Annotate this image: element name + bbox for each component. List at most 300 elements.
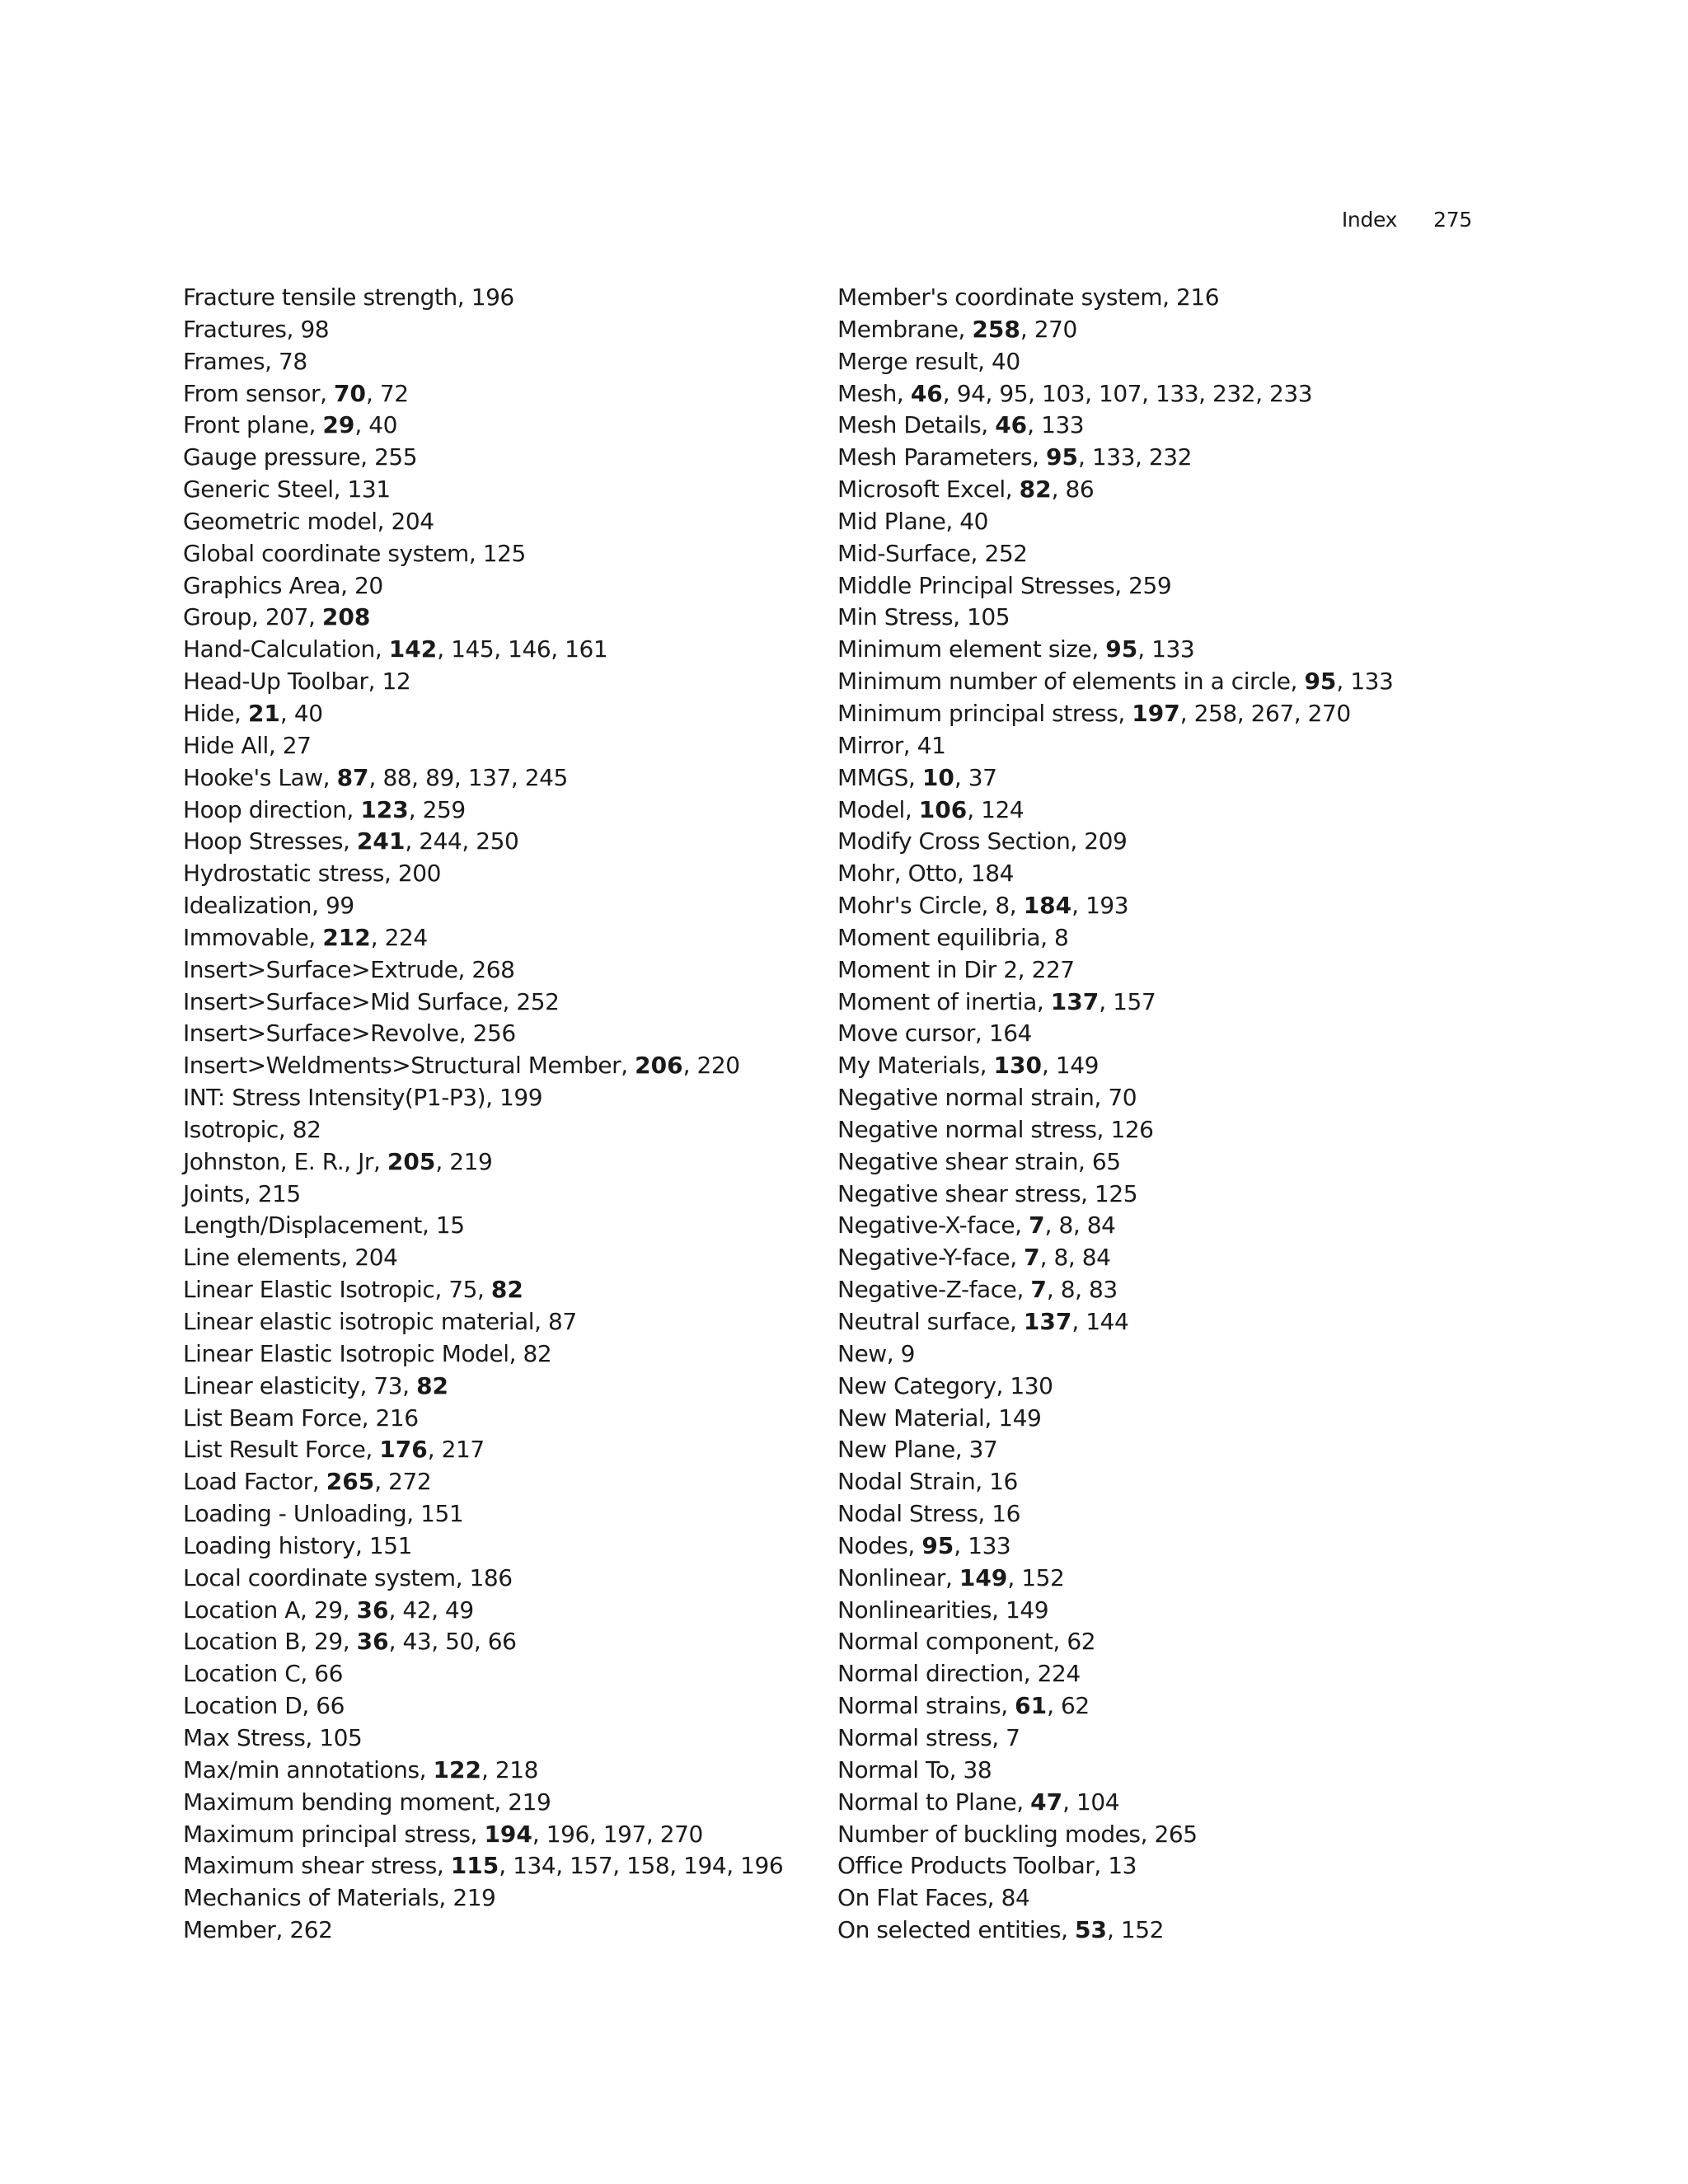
page-ref: 8 <box>1060 1276 1076 1304</box>
index-entry: Insert>Surface>Extrude, 268 <box>183 955 515 983</box>
page-ref: 262 <box>289 1916 333 1944</box>
page-ref: 133 <box>1041 411 1085 439</box>
page-ref: 7 <box>1006 1723 1020 1751</box>
index-term: Linear Elastic Isotropic Model <box>183 1339 509 1367</box>
index-entry: Moment of inertia, 137, 157 <box>837 987 1156 1015</box>
index-term: Normal direction <box>837 1660 1024 1688</box>
index-entry: Number of buckling modes, 265 <box>837 1820 1198 1848</box>
index-term: New Plane <box>837 1436 955 1464</box>
page-ref: 250 <box>476 827 519 855</box>
page-ref: 245 <box>524 763 568 791</box>
index-term: Insert>Surface>Mid Surface <box>183 987 503 1015</box>
index-term: Minimum number of elements in a circle <box>837 668 1291 696</box>
index-term: Hooke's Law <box>183 763 323 791</box>
index-entry: Nodal Strain, 16 <box>837 1468 1018 1496</box>
index-entry: My Materials, 130, 149 <box>837 1052 1099 1080</box>
index-term: Merge result <box>837 347 978 375</box>
index-entry: Negative shear stress, 125 <box>837 1179 1138 1207</box>
index-entry: Mirror, 41 <box>837 731 946 759</box>
page-ref: 151 <box>368 1531 412 1559</box>
index-entry: Load Factor, 265, 272 <box>183 1468 432 1496</box>
page-ref: 62 <box>1061 1692 1090 1720</box>
page-ref-primary: 87 <box>336 763 369 791</box>
page-ref: 13 <box>1108 1852 1137 1880</box>
page-ref: 12 <box>382 668 411 696</box>
page-ref: 145 <box>451 635 495 663</box>
page-ref-primary: 122 <box>433 1755 481 1783</box>
page-ref: 270 <box>659 1820 703 1848</box>
index-term: Mid Plane <box>837 507 946 535</box>
page-ref: 40 <box>992 347 1020 375</box>
page-ref-primary: 82 <box>490 1276 523 1304</box>
index-term: Graphics Area <box>183 571 341 599</box>
page-ref-primary: 36 <box>356 1628 389 1656</box>
index-term: Mohr's Circle <box>837 892 982 920</box>
page-ref: 15 <box>435 1212 465 1240</box>
index-entry: Model, 106, 124 <box>837 795 1025 823</box>
index-entry: Gauge pressure, 255 <box>183 443 418 471</box>
page-ref: 50 <box>445 1628 474 1656</box>
index-term: Generic Steel <box>183 476 334 504</box>
page-ref: 9 <box>900 1339 916 1367</box>
page-ref: 98 <box>300 315 330 343</box>
page-ref: 40 <box>368 411 397 439</box>
page-ref: 65 <box>1091 1147 1121 1175</box>
index-term: Maximum bending moment <box>183 1788 495 1816</box>
page-ref: 196 <box>740 1852 784 1880</box>
index-term: List Result Force <box>183 1436 366 1464</box>
index-term: Maximum shear stress <box>183 1852 437 1880</box>
page-ref: 134 <box>513 1852 556 1880</box>
page-ref-primary: 46 <box>910 379 943 407</box>
index-entry: Neutral surface, 137, 144 <box>837 1308 1129 1335</box>
page-ref-primary: 61 <box>1015 1692 1048 1720</box>
index-entry: Group, 207, 208 <box>183 603 371 631</box>
page-ref: 149 <box>998 1404 1042 1432</box>
index-term: Normal stress <box>837 1723 992 1751</box>
page-ref: 72 <box>379 379 409 407</box>
page-ref: 8 <box>1053 1244 1068 1272</box>
page-ref: 270 <box>1034 315 1077 343</box>
page-ref-primary: 46 <box>995 411 1028 439</box>
page-ref: 84 <box>1081 1244 1111 1272</box>
page-ref-primary: 21 <box>247 699 280 727</box>
index-term: New Category <box>837 1371 996 1399</box>
page-ref: 130 <box>1010 1371 1053 1399</box>
index-entry: Location B, 29, 36, 43, 50, 66 <box>183 1628 517 1656</box>
index-entry: Mid-Surface, 252 <box>837 539 1028 567</box>
index-term: Moment of inertia <box>837 987 1037 1015</box>
page-ref: 8 <box>995 892 1010 920</box>
page-ref-primary: 142 <box>388 635 438 663</box>
page-ref: 219 <box>508 1788 551 1816</box>
index-term: Negative-Y-face <box>837 1244 1010 1272</box>
index-term: Linear elasticity <box>183 1371 360 1399</box>
index-entry: Member's coordinate system, 216 <box>837 284 1220 311</box>
index-entry: Location C, 66 <box>183 1660 344 1688</box>
page-ref: 8 <box>1058 1212 1073 1240</box>
index-entry: Normal to Plane, 47, 104 <box>837 1788 1120 1816</box>
page-ref-primary: 95 <box>1304 668 1337 696</box>
index-term: New <box>837 1339 887 1367</box>
page-ref-primary: 137 <box>1023 1308 1072 1335</box>
index-term: Location B <box>183 1628 301 1656</box>
index-term: Max Stress <box>183 1723 306 1751</box>
index-entry: Hide All, 27 <box>183 731 312 759</box>
page-ref: 149 <box>1055 1052 1099 1080</box>
page-ref: 184 <box>970 860 1014 888</box>
index-entry: Negative-Y-face, 7, 8, 84 <box>837 1244 1111 1272</box>
index-entry: Hydrostatic stress, 200 <box>183 860 441 888</box>
page-ref: 227 <box>1031 955 1075 983</box>
index-entry: Mohr's Circle, 8, 184, 193 <box>837 892 1129 920</box>
index-entry: Modify Cross Section, 209 <box>837 827 1128 855</box>
index-term: Normal strains <box>837 1692 1001 1720</box>
index-term: Length/Displacement <box>183 1212 422 1240</box>
index-term: Mesh Details <box>837 411 982 439</box>
index-entry: Negative normal stress, 126 <box>837 1115 1154 1143</box>
index-entry: Isotropic, 82 <box>183 1115 321 1143</box>
page-ref: 194 <box>683 1852 727 1880</box>
index-entry: New Material, 149 <box>837 1404 1042 1432</box>
page-ref: 133 <box>1350 668 1394 696</box>
index-entry: Global coordinate system, 125 <box>183 539 526 567</box>
index-term: Frames <box>183 347 265 375</box>
page-ref: 216 <box>375 1404 419 1432</box>
index-term: Idealization <box>183 892 312 920</box>
index-entry: From sensor, 70, 72 <box>183 379 409 407</box>
page-ref: 218 <box>495 1755 538 1783</box>
index-entry: Geometric model, 204 <box>183 507 434 535</box>
index-entry: Local coordinate system, 186 <box>183 1563 513 1591</box>
index-entry: Hoop direction, 123, 259 <box>183 795 466 823</box>
page-ref: 133 <box>1151 635 1195 663</box>
index-entry: Maximum bending moment, 219 <box>183 1788 551 1816</box>
page-ref-primary: 115 <box>450 1852 499 1880</box>
index-term: Immovable <box>183 923 309 951</box>
index-term: Neutral surface <box>837 1308 1010 1335</box>
index-entry: Fracture tensile strength, 196 <box>183 284 514 311</box>
index-term: Normal To <box>837 1755 950 1783</box>
index-term: Maximum principal stress <box>183 1820 471 1848</box>
index-entry: New, 9 <box>837 1339 916 1367</box>
page-ref: 42 <box>402 1596 432 1624</box>
page-ref-primary: 123 <box>360 795 409 823</box>
index-term: Location C <box>183 1660 301 1688</box>
page-ref: 82 <box>523 1339 552 1367</box>
page-ref: 199 <box>499 1084 543 1112</box>
page-ref: 152 <box>1120 1916 1164 1944</box>
index-entry: New Plane, 37 <box>837 1436 998 1464</box>
page-ref: 29 <box>313 1596 343 1624</box>
page-ref-primary: 70 <box>334 379 366 407</box>
page-ref-primary: 265 <box>326 1468 375 1496</box>
page-ref: 38 <box>963 1755 992 1783</box>
index-term: Group <box>183 603 251 631</box>
page-ref: 244 <box>419 827 462 855</box>
index-entry: Front plane, 29, 40 <box>183 411 397 439</box>
page-ref: 41 <box>917 731 946 759</box>
index-entry: Moment in Dir 2, 227 <box>837 955 1075 983</box>
page-ref: 270 <box>1307 699 1351 727</box>
index-entry: Normal stress, 7 <box>837 1723 1020 1751</box>
index-entry: Middle Principal Stresses, 259 <box>837 571 1172 599</box>
page-ref: 20 <box>354 571 383 599</box>
index-term: Linear elastic isotropic material <box>183 1308 535 1335</box>
index-entry: Normal direction, 224 <box>837 1660 1081 1688</box>
index-term: Hand-Calculation <box>183 635 375 663</box>
index-term: Negative normal stress <box>837 1115 1097 1143</box>
page-ref: 131 <box>347 476 391 504</box>
index-term: Location A <box>183 1596 300 1624</box>
running-header <box>1342 208 1472 232</box>
index-entry: Normal To, 38 <box>837 1755 992 1783</box>
page-ref: 186 <box>469 1563 513 1591</box>
page-ref-primary: 82 <box>416 1371 449 1399</box>
page-ref: 84 <box>1001 1884 1030 1912</box>
page-ref: 196 <box>471 284 514 311</box>
index-term: MMGS <box>837 763 908 791</box>
index-term: Hydrostatic stress <box>183 860 384 888</box>
page-ref: 220 <box>696 1052 740 1080</box>
index-entry: Fractures, 98 <box>183 315 330 343</box>
page-ref-primary: 7 <box>1024 1244 1040 1272</box>
page-ref: 99 <box>325 892 354 920</box>
page-ref: 37 <box>968 1436 998 1464</box>
index-term: Nodal Strain <box>837 1468 976 1496</box>
page-ref: 70 <box>1108 1084 1137 1112</box>
page-ref: 66 <box>316 1692 345 1720</box>
page-ref-primary: 208 <box>321 603 371 631</box>
page-ref-primary: 36 <box>356 1596 389 1624</box>
page-ref: 49 <box>445 1596 474 1624</box>
index-entry: Normal component, 62 <box>837 1628 1096 1656</box>
page-ref: 224 <box>384 923 428 951</box>
index-term: Gauge pressure <box>183 443 361 471</box>
page-ref: 272 <box>388 1468 432 1496</box>
index-entry: Immovable, 212, 224 <box>183 923 428 951</box>
page-ref: 157 <box>1113 987 1156 1015</box>
index-entry: Negative-X-face, 7, 8, 84 <box>837 1212 1116 1240</box>
index-entry: Mohr, Otto, 184 <box>837 860 1014 888</box>
index-entry: Hide, 21, 40 <box>183 699 323 727</box>
index-term: Member's coordinate system <box>837 284 1163 311</box>
index-entry: Head-Up Toolbar, 12 <box>183 668 411 696</box>
index-term: From sensor <box>183 379 321 407</box>
index-term: Hide <box>183 699 235 727</box>
index-term: Nonlinearities <box>837 1596 992 1624</box>
index-term: Min Stress <box>837 603 954 631</box>
index-term: Nodal Stress <box>837 1500 978 1528</box>
index-entry: Moment equilibria, 8 <box>837 923 1069 951</box>
page-ref: 133 <box>968 1531 1011 1559</box>
index-entry: New Category, 130 <box>837 1371 1053 1399</box>
page-ref: 164 <box>988 1019 1032 1047</box>
index-term: Insert>Surface>Extrude <box>183 955 458 983</box>
index-term: Model <box>837 795 905 823</box>
index-term: Negative-Z-face <box>837 1276 1017 1304</box>
index-entry: Minimum element size, 95, 133 <box>837 635 1195 663</box>
page-ref: 267 <box>1250 699 1294 727</box>
index-term: Fractures <box>183 315 287 343</box>
index-entry: Idealization, 99 <box>183 892 354 920</box>
page-ref-primary: 137 <box>1050 987 1100 1015</box>
page-ref: 157 <box>570 1852 613 1880</box>
index-term: Global coordinate system <box>183 539 469 567</box>
page-ref: 268 <box>471 955 515 983</box>
page-ref-primary: 149 <box>959 1563 1008 1591</box>
index-term: Nodes <box>837 1531 908 1559</box>
index-entry: Merge result, 40 <box>837 347 1020 375</box>
page-ref: 83 <box>1089 1276 1118 1304</box>
page-ref: 252 <box>984 539 1028 567</box>
index-term: Location D <box>183 1692 302 1720</box>
index-entry: Negative-Z-face, 7, 8, 83 <box>837 1276 1118 1304</box>
page-ref-primary: 47 <box>1030 1788 1063 1816</box>
page-ref: 146 <box>508 635 551 663</box>
page-ref: 43 <box>402 1628 432 1656</box>
page-ref-primary: 95 <box>1105 635 1138 663</box>
index-term: Mesh Parameters <box>837 443 1033 471</box>
page-ref: 125 <box>1095 1179 1138 1207</box>
index-entry: Mesh Parameters, 95, 133, 232 <box>837 443 1193 471</box>
page-ref-primary: 184 <box>1023 892 1072 920</box>
page-ref: 66 <box>314 1660 344 1688</box>
index-entry: Hand-Calculation, 142, 145, 146, 161 <box>183 635 608 663</box>
index-entry: Normal strains, 61, 62 <box>837 1692 1090 1720</box>
page-ref: 252 <box>516 987 560 1015</box>
index-term: Mechanics of Materials <box>183 1884 439 1912</box>
page-ref-primary: 53 <box>1075 1916 1107 1944</box>
page-ref-primary: 194 <box>484 1820 532 1848</box>
page-ref-primary: 241 <box>356 827 406 855</box>
index-entry: List Beam Force, 216 <box>183 1404 419 1432</box>
page-ref: 62 <box>1067 1628 1096 1656</box>
index-term: Hide All <box>183 731 269 759</box>
page-ref: 233 <box>1268 379 1313 407</box>
page-ref: 66 <box>487 1628 517 1656</box>
page-ref: 204 <box>391 507 434 535</box>
index-term: On selected entities <box>837 1916 1062 1944</box>
index-entry: Nodal Stress, 16 <box>837 1500 1020 1528</box>
index-entry: Insert>Surface>Mid Surface, 252 <box>183 987 560 1015</box>
index-term: Load Factor <box>183 1468 312 1496</box>
page-ref: 27 <box>282 731 312 759</box>
index-entry: Linear Elastic Isotropic, 75, 82 <box>183 1276 523 1304</box>
page-ref: 89 <box>425 763 454 791</box>
index-term: Negative shear strain <box>837 1147 1079 1175</box>
index-term: Moment equilibria <box>837 923 1041 951</box>
index-term: Loading - Unloading <box>183 1500 407 1528</box>
index-entry: Loading history, 151 <box>183 1531 412 1559</box>
index-term: Local coordinate system <box>183 1563 456 1591</box>
page-ref: 105 <box>319 1723 363 1751</box>
page-ref: 259 <box>1128 571 1172 599</box>
index-term: Membrane <box>837 315 959 343</box>
index-entry: Microsoft Excel, 82, 86 <box>837 476 1095 504</box>
index-entry: Max/min annotations, 122, 218 <box>183 1755 538 1783</box>
index-entry: Hoop Stresses, 241, 244, 250 <box>183 827 519 855</box>
index-term: Middle Principal Stresses <box>837 571 1115 599</box>
index-entry: Insert>Surface>Revolve, 256 <box>183 1019 516 1047</box>
page-ref: 200 <box>397 860 441 888</box>
page-ref-primary: 197 <box>1132 699 1180 727</box>
index-entry: On selected entities, 53, 152 <box>837 1916 1164 1944</box>
index-entry: Mid Plane, 40 <box>837 507 988 535</box>
page-ref: 133 <box>1091 443 1136 471</box>
index-term: Loading history <box>183 1531 355 1559</box>
index-entry: Frames, 78 <box>183 347 307 375</box>
page-ref: 107 <box>1098 379 1142 407</box>
index-entry: On Flat Faces, 84 <box>837 1884 1030 1912</box>
page-ref: 224 <box>1037 1660 1081 1688</box>
index-entry: Negative normal strain, 70 <box>837 1084 1137 1112</box>
index-term: Insert>Weldments>Structural Member <box>183 1052 621 1080</box>
page-ref: 16 <box>989 1468 1018 1496</box>
page-ref: 232 <box>1148 443 1193 471</box>
index-entry: Linear elastic isotropic material, 87 <box>183 1308 577 1335</box>
page-ref: 16 <box>992 1500 1020 1528</box>
page-number: 275 <box>1433 208 1472 232</box>
page-ref: 105 <box>967 603 1010 631</box>
index-column-right <box>837 282 1393 1947</box>
page-ref-primary: 258 <box>972 315 1020 343</box>
page-ref-primary: 7 <box>1029 1212 1045 1240</box>
index-term: Number of buckling modes <box>837 1820 1141 1848</box>
index-entry: Minimum principal stress, 197, 258, 267, 270 <box>837 699 1351 727</box>
page-ref: 86 <box>1065 476 1095 504</box>
page-ref: 209 <box>1084 827 1128 855</box>
page-ref: 265 <box>1154 1820 1198 1848</box>
page-ref: 197 <box>603 1820 646 1848</box>
page-ref: 219 <box>452 1884 496 1912</box>
page-ref: 158 <box>626 1852 670 1880</box>
page-ref-primary: 212 <box>322 923 371 951</box>
index-entry: Loading - Unloading, 151 <box>183 1500 464 1528</box>
index-entry: Length/Displacement, 15 <box>183 1212 465 1240</box>
page-ref-primary: 176 <box>379 1436 428 1464</box>
page-ref: 124 <box>981 795 1025 823</box>
index-entry: INT: Stress Intensity(P1-P3), 199 <box>183 1084 543 1112</box>
index-term: Johnston, E. R., Jr <box>183 1147 373 1175</box>
index-entry: Hooke's Law, 87, 88, 89, 137, 245 <box>183 763 568 791</box>
page-ref: 104 <box>1076 1788 1120 1816</box>
index-term: New Material <box>837 1404 985 1432</box>
index-entry: Min Stress, 105 <box>837 603 1010 631</box>
index-entry: Member, 262 <box>183 1916 333 1944</box>
page-ref: 75 <box>448 1276 477 1304</box>
page-ref: 149 <box>1005 1596 1049 1624</box>
index-entry: Linear Elastic Isotropic Model, 82 <box>183 1339 552 1367</box>
index-term: Hoop Stresses <box>183 827 344 855</box>
index-term: Mesh <box>837 379 897 407</box>
page-ref: 94 <box>956 379 986 407</box>
running-header-section: Index <box>1341 208 1398 232</box>
index-entry: Insert>Weldments>Structural Member, 206, 220 <box>183 1052 740 1080</box>
index-entry: Office Products Toolbar, 13 <box>837 1852 1137 1880</box>
page-ref-primary: 130 <box>993 1052 1042 1080</box>
page-ref: 125 <box>482 539 526 567</box>
index-term: Office Products Toolbar <box>837 1852 1095 1880</box>
index-term: Negative normal strain <box>837 1084 1095 1112</box>
index-term: INT: Stress Intensity(P1-P3) <box>183 1084 486 1112</box>
index-entry: Johnston, E. R., Jr, 205, 219 <box>183 1147 493 1175</box>
page-ref: 161 <box>565 635 608 663</box>
page-ref: 87 <box>548 1308 577 1335</box>
index-entry: Maximum shear stress, 115, 134, 157, 158, 194, 196 <box>183 1852 784 1880</box>
index-entry: Location D, 66 <box>183 1692 345 1720</box>
index-entry: Move cursor, 164 <box>837 1019 1032 1047</box>
